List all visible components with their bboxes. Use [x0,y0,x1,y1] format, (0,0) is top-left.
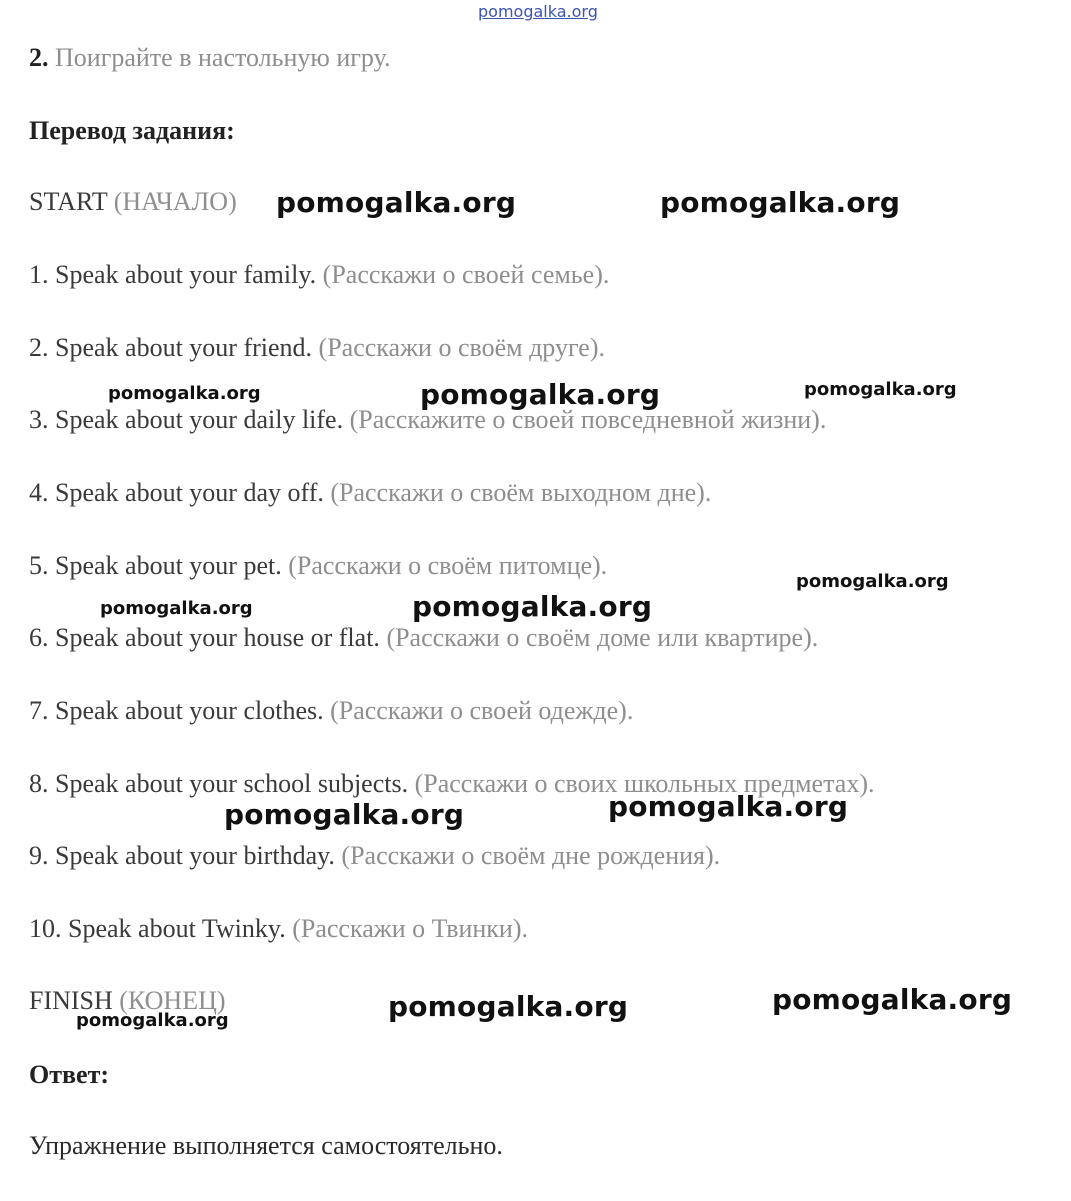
start-ru: (НАЧАЛО) [113,187,237,216]
task-number: 2. [29,43,49,72]
list-item [29,840,720,872]
watermark: pomogalka.org [388,990,629,1023]
item-en: 7. Speak about your clothes. [29,696,324,725]
item-ru: (Расскажи о своих школьных предметах). [414,769,875,798]
item-en: 1. Speak about your family. [29,260,317,289]
watermark: pomogalka.org [660,186,901,219]
start-line [29,186,237,218]
watermark: pomogalka.org [608,790,849,823]
list-item [29,695,633,727]
list-item [29,622,818,654]
list-item [29,477,711,509]
watermark: pomogalka.org [224,798,465,831]
watermark: pomogalka.org [276,186,517,219]
item-en: 8. Speak about your school subjects. [29,769,409,798]
start-en: START [29,187,108,216]
watermark: pomogalka.org [108,383,261,404]
watermark: pomogalka.org [420,378,661,411]
watermark: pomogalka.org [412,590,653,623]
item-en: 4. Speak about your day off. [29,478,324,507]
watermark: pomogalka.org [804,379,957,400]
item-ru: (Расскажи о своём дне рождения). [341,841,721,870]
item-ru: (Расскажи о своём выходном дне). [330,478,712,507]
list-item [29,550,607,582]
list-item [29,259,609,291]
item-ru: (Расскажи о своём друге). [318,333,605,362]
watermark-link-top[interactable]: pomogalka.org [478,2,598,21]
list-item [29,332,605,364]
task-line [29,42,390,74]
finish-en: FINISH [29,986,113,1015]
item-ru: (Расскажи о своём питомце). [288,551,608,580]
item-ru: (Расскажи о своей одежде). [330,696,634,725]
item-ru: (Расскажи о своей семье). [322,260,610,289]
watermark: pomogalka.org [76,1010,229,1031]
item-ru: (Расскажите о своей повседневной жизни). [349,405,827,434]
item-en: 9. Speak about your birthday. [29,841,335,870]
item-en: 6. Speak about your house or flat. [29,623,380,652]
translation-heading: Перевод задания: [29,116,235,145]
item-ru: (Расскажи о Твинки). [292,914,529,943]
answer-text: Упражнение выполняется самостоятельно. [29,1131,503,1160]
item-en: 2. Speak about your friend. [29,333,313,362]
answer-heading: Ответ: [29,1060,110,1089]
watermark: pomogalka.org [772,983,1013,1016]
list-item [29,913,528,945]
item-ru: (Расскажи о своём доме или квартире). [386,623,819,652]
watermark: pomogalka.org [100,598,253,619]
watermark: pomogalka.org [796,571,949,592]
task-text: Поиграйте в настольную игру. [55,43,391,72]
item-en: 10. Speak about Twinky. [29,914,286,943]
item-en: 5. Speak about your pet. [29,551,282,580]
finish-ru: (КОНЕЦ) [119,986,226,1015]
item-en: 3. Speak about your daily life. [29,405,344,434]
